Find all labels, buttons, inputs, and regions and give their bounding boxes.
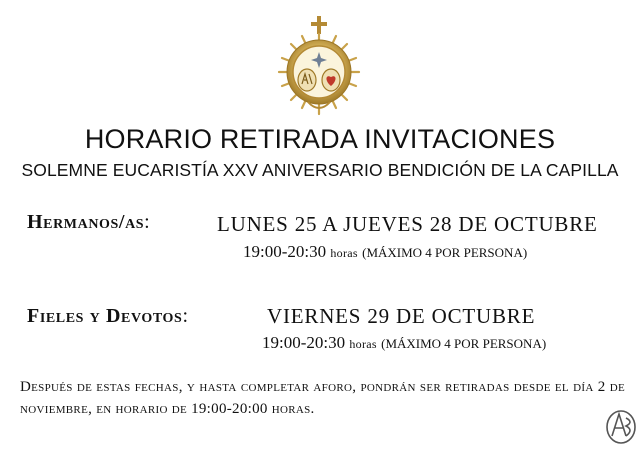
brotherhood-monogram-icon <box>604 406 638 446</box>
schedule-hours-fieles: 19:00-20:30 horas (MÁXIMO 4 POR PERSONA) <box>262 333 547 352</box>
footer-note: Después de estas fechas, y hasta completar aforo, pondrán ser retiradas desde el día 2 de noviembre, en horario de 19:00-20:00 horas. <box>20 379 625 417</box>
schedule-days-hermanos: LUNES 25 A JUEVES 28 DE OCTUBRE <box>217 212 598 236</box>
schedule-label-hermanos: Hermanos/as: <box>27 211 151 233</box>
schedule-hours-hermanos: 19:00-20:30 horas (MÁXIMO 4 POR PERSONA) <box>243 242 528 261</box>
schedule-label-fieles: Fieles y Devotos: <box>27 305 189 327</box>
brotherhood-crest-icon <box>272 14 366 118</box>
page-title: HORARIO RETIRADA INVITACIONES <box>84 124 556 154</box>
schedule-days-fieles: VIERNES 29 DE OCTUBRE <box>267 304 536 328</box>
page-subtitle: SOLEMNE EUCARISTÍA XXV ANIVERSARIO BENDICIÓN DE LA CAPILLA <box>21 160 619 180</box>
